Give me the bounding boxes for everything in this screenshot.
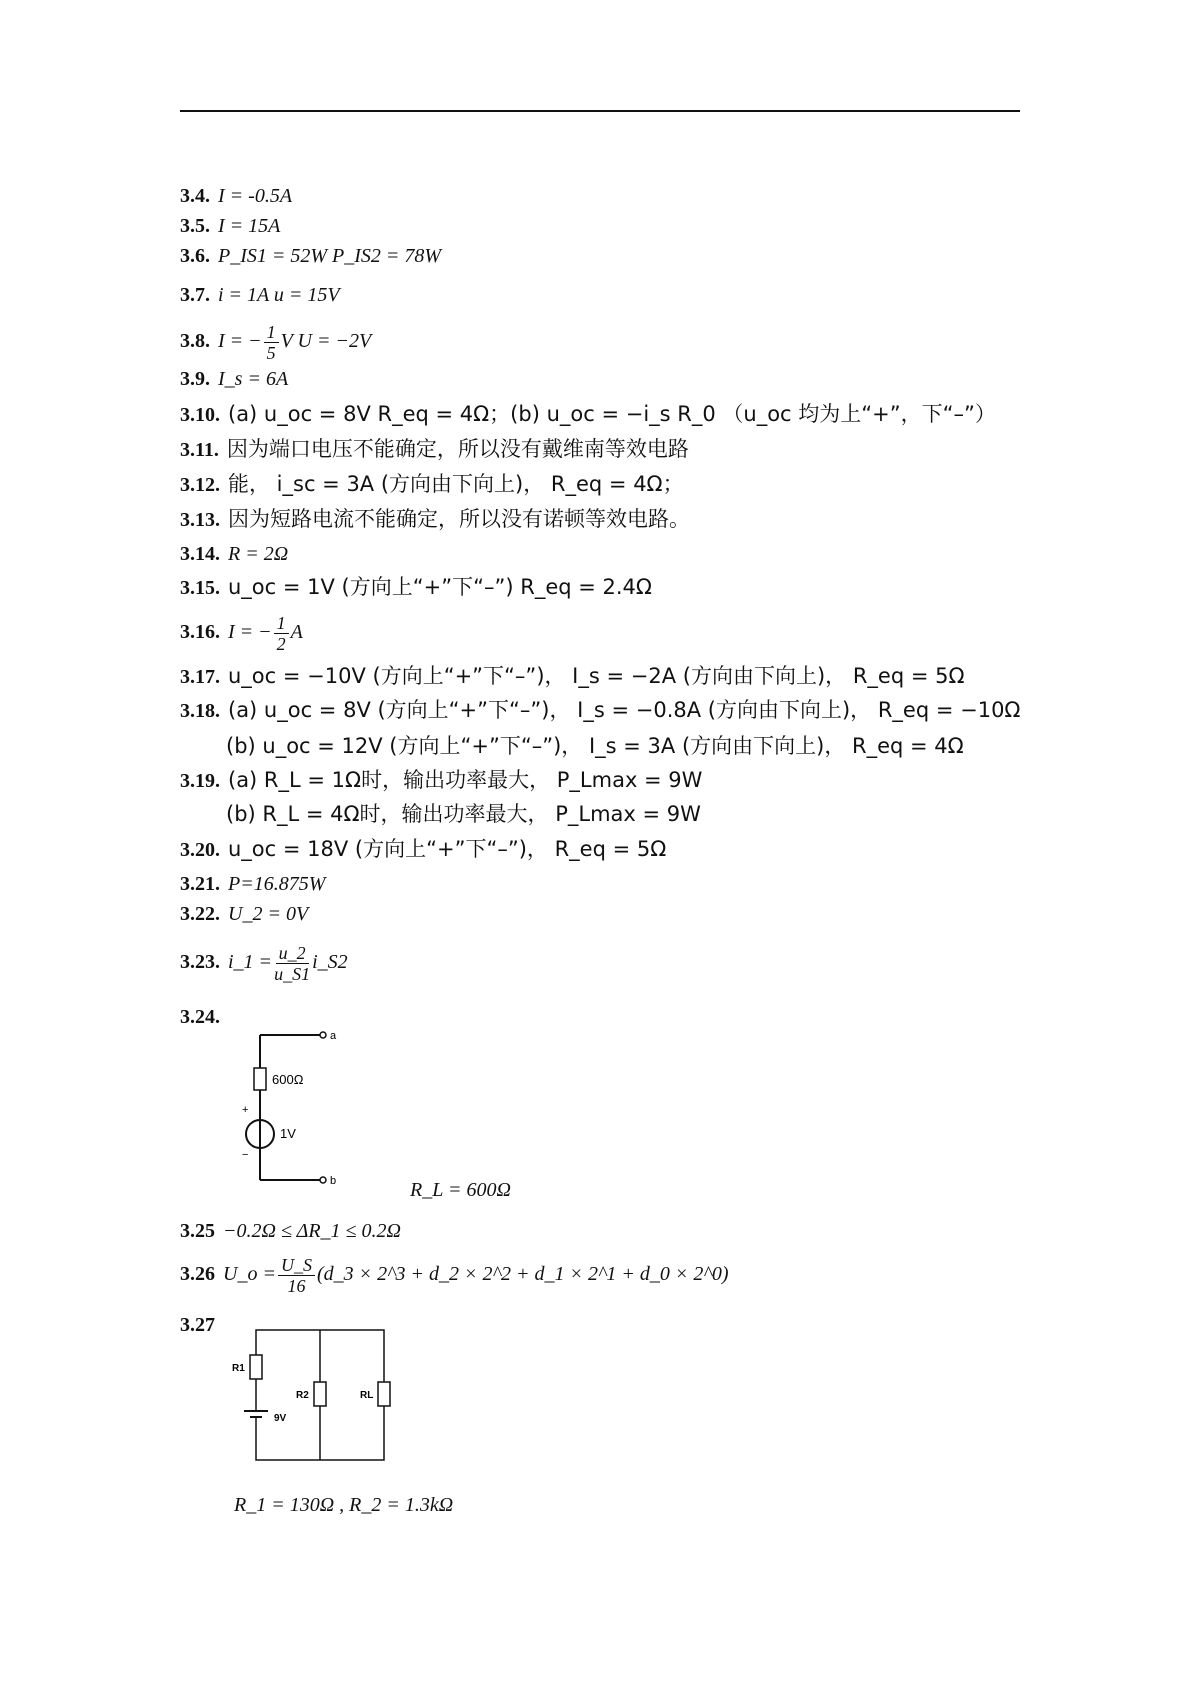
formula-lead: I = − xyxy=(228,621,272,644)
answer-text: I_s = 6A xyxy=(218,368,289,390)
answer-line xyxy=(218,802,701,827)
fraction-numerator: U_S xyxy=(278,1255,315,1276)
terminal-a xyxy=(320,1032,326,1038)
formula-lead: i_1 = xyxy=(228,951,273,974)
item-number: 3.8. xyxy=(180,330,210,353)
item-number: 3.13. xyxy=(180,509,220,531)
item-number: 3.14. xyxy=(180,543,220,565)
fraction xyxy=(274,613,289,654)
fraction xyxy=(274,943,310,984)
label-r1: R1 xyxy=(232,1363,245,1374)
answer-line xyxy=(180,1255,729,1296)
answer-line xyxy=(180,322,371,363)
fraction-numerator: 1 xyxy=(274,613,289,634)
answer-line xyxy=(180,244,441,268)
fraction-denominator: 2 xyxy=(276,634,286,654)
formula-tail: V U = −2V xyxy=(280,330,372,353)
answer-line xyxy=(180,698,1020,723)
fraction xyxy=(278,1255,315,1296)
answer-line xyxy=(180,214,280,238)
item-number: 3.15. xyxy=(180,577,220,599)
answer-line xyxy=(180,575,652,600)
answer-text: u_oc = 18V (方向上“+”下“–”)， R_eq = 5Ω xyxy=(228,837,667,861)
item-number: 3.25 xyxy=(180,1220,215,1242)
answer-line xyxy=(180,402,996,427)
item-number: 3.22. xyxy=(180,903,220,925)
answer-text: (a) u_oc = 8V R_eq = 4Ω；(b) u_oc = −i_s R_0 （u_oc 均为上“+”，下“–”） xyxy=(228,402,996,426)
formula-tail: A xyxy=(290,621,303,644)
answer-text: u_oc = −10V (方向上“+”下“–”)， I_s = −2A (方向由下向上)， R_eq = 5Ω xyxy=(228,664,965,688)
circuit-3-27 xyxy=(230,1325,400,1470)
answer-line xyxy=(180,664,965,689)
answer-line xyxy=(218,734,964,759)
answer-line xyxy=(180,837,666,862)
item-number: 3.20. xyxy=(180,839,220,861)
item-number: 3.6. xyxy=(180,245,210,267)
item-number: 3.5. xyxy=(180,215,210,237)
answer-text: −0.2Ω ≤ ΔR_1 ≤ 0.2Ω xyxy=(223,1220,401,1242)
label-minus: − xyxy=(242,1149,249,1161)
answer-text: P_IS1 = 52W P_IS2 = 78W xyxy=(218,245,442,267)
label-rl: RL xyxy=(360,1390,374,1401)
fraction-numerator: u_2 xyxy=(276,943,309,964)
answer-line xyxy=(180,472,684,497)
answer-line xyxy=(180,367,288,391)
label-600: 600Ω xyxy=(272,1072,304,1087)
item-number: 3.24. xyxy=(180,1006,220,1028)
answer-line xyxy=(180,768,702,793)
answer-line xyxy=(180,1313,223,1337)
item-number: 3.19. xyxy=(180,770,220,792)
answer-text: I = -0.5A xyxy=(218,185,293,207)
label-1v: 1V xyxy=(280,1126,296,1141)
answer-text: R = 2Ω xyxy=(228,543,289,565)
answer-text: 因为短路电流不能确定，所以没有诺顿等效电路。 xyxy=(228,507,690,531)
item-number: 3.16. xyxy=(180,621,220,644)
item-number: 3.7. xyxy=(180,284,210,306)
answer-line xyxy=(180,437,689,462)
item-number: 3.4. xyxy=(180,185,210,207)
answer-line xyxy=(180,184,292,208)
fraction xyxy=(264,322,279,363)
answer-line xyxy=(180,542,288,566)
formula-lead: I = − xyxy=(218,330,262,353)
label-plus: + xyxy=(242,1104,249,1116)
fraction-denominator: 5 xyxy=(266,343,276,363)
item-number: 3.11. xyxy=(180,439,219,461)
answer-line xyxy=(180,283,340,307)
answer-text: U_2 = 0V xyxy=(228,903,309,925)
answer-line xyxy=(180,613,303,654)
fraction-denominator: 16 xyxy=(287,1276,306,1296)
answer-text: (a) u_oc = 8V (方向上“+”下“–”)， I_s = −0.8A (方向由下向上)， R_eq = −10Ω xyxy=(228,698,1021,722)
item-number: 3.21. xyxy=(180,873,220,895)
answer-line xyxy=(180,507,690,532)
fraction-denominator: u_S1 xyxy=(274,964,311,984)
item-number: 3.27 xyxy=(180,1314,215,1336)
terminal-b xyxy=(320,1177,326,1183)
answer-text: u_oc = 1V (方向上“+”下“–”) R_eq = 2.4Ω xyxy=(228,575,652,599)
item-number: 3.26 xyxy=(180,1263,215,1286)
item-number: 3.12. xyxy=(180,474,220,496)
answer-text: (b) u_oc = 12V (方向上“+”下“–”)， I_s = 3A (方向由下向上)， R_eq = 4Ω xyxy=(226,734,964,758)
answer-text: 因为端口电压不能确定，所以没有戴维南等效电路 xyxy=(226,437,689,461)
answer-text: i = 1A u = 15V xyxy=(218,284,340,306)
formula-tail: (d_3 × 2^3 + d_2 × 2^2 + d_1 × 2^1 + d_0 × 2^0) xyxy=(316,1263,729,1286)
label-b: b xyxy=(330,1175,337,1187)
label-r2: R2 xyxy=(296,1390,309,1401)
answer-text: 能， i_sc = 3A (方向由下向上)， R_eq = 4Ω； xyxy=(228,472,684,496)
rl-3-24: R_L = 600Ω xyxy=(410,1179,511,1201)
answer-line xyxy=(180,943,348,984)
label-a: a xyxy=(330,1030,337,1042)
circuit-3-24 xyxy=(230,1020,390,1195)
item-number: 3.10. xyxy=(180,404,220,426)
answer-text: P=16.875W xyxy=(228,873,326,895)
fraction-numerator: 1 xyxy=(264,322,279,343)
item-number: 3.17. xyxy=(180,666,220,688)
answer-line xyxy=(180,1219,401,1243)
answer-text: I = 15A xyxy=(218,215,281,237)
answer-line xyxy=(180,872,325,896)
answer-line xyxy=(180,1005,228,1029)
label-9v: 9V xyxy=(274,1413,287,1424)
item-number: 3.18. xyxy=(180,700,220,722)
item-number: 3.9. xyxy=(180,368,210,390)
item-number: 3.23. xyxy=(180,951,220,974)
answer-3-27: R_1 = 130Ω , R_2 = 1.3kΩ xyxy=(234,1494,454,1516)
formula-lead: U_o = xyxy=(223,1263,276,1286)
formula-tail: i_S2 xyxy=(312,951,348,974)
header-rule xyxy=(180,110,1020,112)
answer-line xyxy=(180,902,308,926)
answer-text: (b) R_L = 4Ω时，输出功率最大， P_Lmax = 9W xyxy=(226,802,701,826)
answer-text: (a) R_L = 1Ω时，输出功率最大， P_Lmax = 9W xyxy=(228,768,703,792)
